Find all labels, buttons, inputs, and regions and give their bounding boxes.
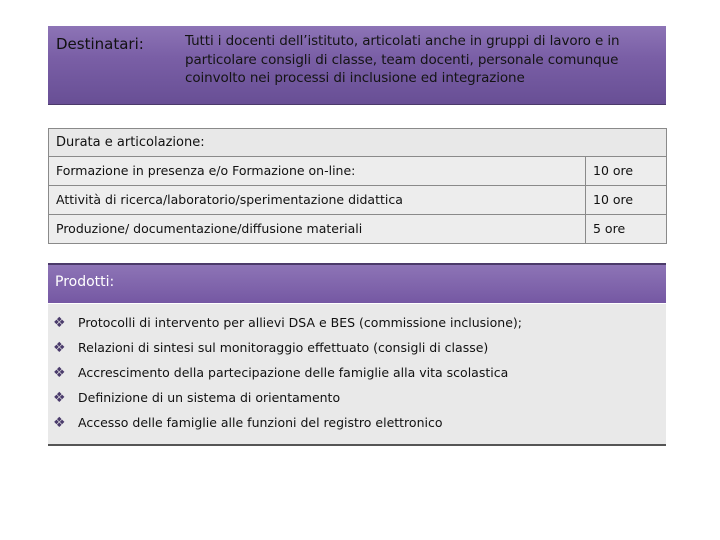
prodotti-list [48,310,522,435]
destinatari-banner [48,26,666,104]
table-row [49,157,666,186]
row-label: Produzione/ documentazione/diffusione materiali [49,215,586,243]
row-label: Formazione in presenza e/o Formazione on-line: [49,157,586,185]
destinatari-label: Destinatari: [56,35,144,53]
list-item-text: Accesso delle famiglie alle funzioni del registro elettronico [78,415,443,430]
list-item-text: Accrescimento della partecipazione delle famiglie alla vita scolastica [78,365,509,380]
row-value: 5 ore [593,221,626,236]
destinatari-text: Tutti i docenti dell’istituto, articolati anche in gruppi di lavoro e in particolare consigli di classe, team docenti, personale comunque coinvolto nei processi di inclusione ed integrazione [185,33,620,86]
diamond-bullet-icon: ❖ [53,339,66,356]
prodotti-heading: Prodotti: [48,263,666,304]
list-item [48,385,522,410]
row-value: 10 ore [593,163,634,178]
table-row [49,186,666,215]
durata-table [48,128,667,244]
diamond-bullet-icon: ❖ [53,414,66,431]
list-item [48,335,522,360]
list-item [48,360,522,385]
durata-heading: Durata e articolazione: [49,129,666,157]
table-row [49,215,666,243]
list-item-text: Protocolli di intervento per allievi DSA e BES (commissione inclusione); [78,315,522,330]
row-label: Attività di ricerca/laboratorio/sperimentazione didattica [49,186,586,214]
list-item [48,310,522,335]
diamond-bullet-icon: ❖ [53,314,66,331]
diamond-bullet-icon: ❖ [53,389,66,406]
list-item-text: Definizione di un sistema di orientamento [78,390,341,405]
row-value: 10 ore [593,192,634,207]
diamond-bullet-icon: ❖ [53,364,66,381]
prodotti-panel [48,263,666,446]
list-item [48,410,522,435]
list-item-text: Relazioni di sintesi sul monitoraggio effettuato (consigli di classe) [78,340,489,355]
